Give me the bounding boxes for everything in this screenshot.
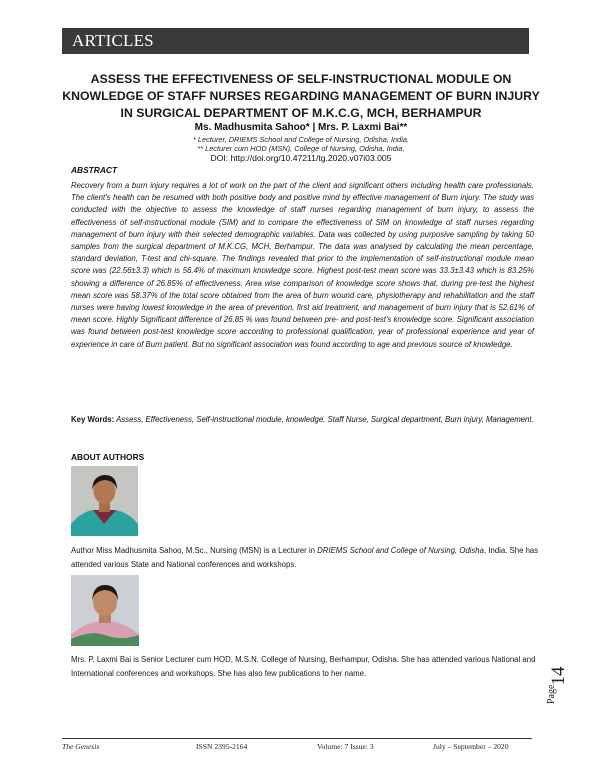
abstract-text: Recovery from a burn injury requires a lot of work on the part of the client and significant others including health care professionals. The client's health can be resumed with both positive body and positive mind by effective management of Burn injury. The study was conducted with the objective to assess the knowledge of staff nurses regarding management of burn injury, to assess the effectiveness of self-instructional module (SIM) and to compare the effectiveness of SIM on knowledge of staff nurses regarding management of burn injury with their selected demographic variables. Data was collected by using purposive sampling by taking 50 samples from the surgical department of M.K.CG, MCH, Berhampur. The data was analysed by calculating the mean percentage, standard deviation, T-test and chi-square. The findings revealed that prior to the implementation of self-instructional module mean score was (22.56±3.3) which is 56.4% of maximum knowledge score. Highest post-test mean score was 33.3±3.43 which is 83.25% showing a difference of 26.85% of effectiveness. Area wise comparison of knowledge score shows that, during pre-test the highest mean score was 58.37% of the total score obtained from the area of burn wound care, physiotherapy and rehabilitation and the staff nurses were having lowest knowledge in the area of prevention, first aid treatment, and management of burn injury that is 52.61% of mean score. Highly Significant difference of 26.85 % was found between pre- and post-test's knowledge score. Significant association was found between post-test knowledge score according to professional qualification, year of professional experience and year of experience in care of Burn patient. But no significant association was found according to age and previous source of knowledge. — [71, 181, 534, 349]
keywords-label: Key Words: — [71, 415, 115, 424]
affiliation-1: * Lecturer, DRIEMS School and College of Nursing, Odisha, India. — [192, 135, 410, 144]
page-number: 14 — [548, 666, 569, 686]
affiliation-2: ** Lecturer cum HOD (MSN), College of Nursing, Odisha, India. — [197, 144, 405, 153]
bio1-organization: DRIEMS School and College of Nursing, Odisha — [317, 546, 484, 555]
bio1-text-start: Author Miss Madhusmita Sahoo, M.Sc., Nursing (MSN) is a Lecturer in — [71, 546, 318, 555]
author-bio-2: Mrs. P. Laxmi Bai is Senior Lecturer cum HOD, M.S.N. College of Nursing, Berhampur, Odisha. She has attended various National and International conferences and workshops. She has also few publications to her name. — [71, 655, 536, 678]
page-word: Page — [546, 684, 557, 704]
abstract-heading: ABSTRACT — [71, 165, 118, 175]
keywords — [71, 414, 534, 426]
footer-date: July – September – 2020 — [433, 742, 509, 751]
authors-line: Ms. Madhusmita Sahoo* | Mrs. P. Laxmi Bai** — [194, 122, 408, 133]
author-bio-1 — [71, 544, 539, 571]
section-label: ARTICLES — [72, 31, 154, 50]
footer-journal: The Genesis — [62, 742, 100, 751]
footer-divider — [62, 738, 532, 739]
bio1-text-end: , India. She has attended various State and National conferences and workshops. — [71, 546, 539, 569]
footer-issn: ISSN 2395-2164 — [196, 742, 248, 751]
section-header-bar — [62, 28, 529, 54]
author-photo-1 — [71, 466, 138, 536]
keywords-text: Assess, Effectiveness, Self-instructional module, knowledge, Staff Nurse, Surgical department, Burn injury, Management. — [116, 415, 534, 424]
doi-link[interactable]: DOI: http://doi.org/10.47211/tg.2020.v07i03.005 — [210, 153, 392, 163]
about-authors-heading: ABOUT AUTHORS — [71, 452, 145, 462]
footer-volume: Volume: 7 Issue: 3 — [317, 742, 374, 751]
author-photo-2 — [71, 575, 139, 646]
article-title: ASSESS THE EFFECTIVENESS OF SELF-INSTRUCTIONAL MODULE ON KNOWLEDGE OF STAFF NURSES REGARDING MANAGEMENT OF BURN INJURY IN SURGICAL DEPARTMENT OF M.K.C.G, MCH, BERHAMPUR — [62, 72, 540, 120]
